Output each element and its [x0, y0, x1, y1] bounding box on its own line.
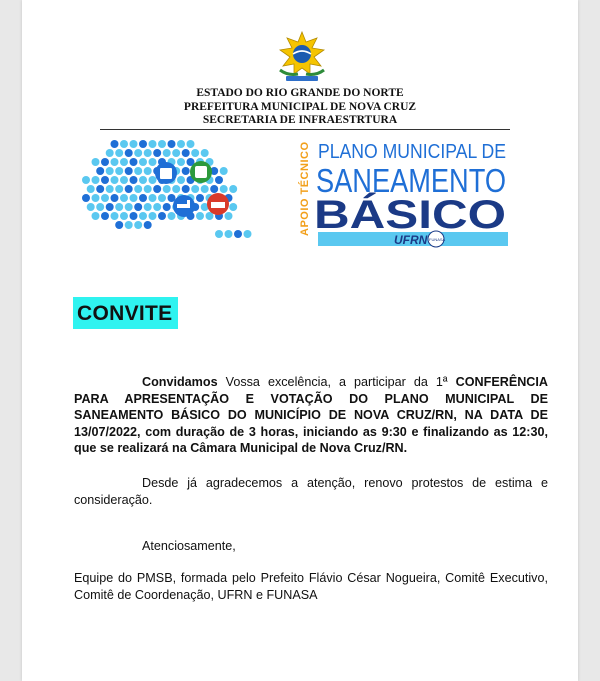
- map-dot: [210, 185, 218, 193]
- map-dot: [144, 203, 152, 211]
- letterhead-state: ESTADO DO RIO GRANDE DO NORTE: [196, 87, 404, 99]
- map-dot: [134, 221, 142, 229]
- map-dot: [130, 158, 138, 166]
- map-dot: [130, 176, 138, 184]
- map-dot: [115, 149, 123, 157]
- map-dot: [101, 212, 109, 220]
- map-dot: [96, 185, 104, 193]
- map-dot: [120, 140, 128, 148]
- map-dot: [182, 149, 190, 157]
- map-dot: [130, 140, 138, 148]
- map-dot: [229, 185, 237, 193]
- banner-title-line2: SANEAMENTO: [316, 162, 506, 199]
- map-dot: [177, 140, 185, 148]
- closing-salutation: Atenciosamente,: [142, 539, 236, 553]
- thanks-paragraph: Desde já agradecemos a atenção, renovo protestos de estima e consideração.: [74, 476, 548, 507]
- coat-of-arms-icon: [274, 30, 330, 84]
- map-dot: [163, 185, 171, 193]
- banner-title-line1: PLANO MUNICIPAL DE: [318, 141, 506, 163]
- map-dot: [87, 185, 95, 193]
- convite-heading: CONVITE: [73, 297, 178, 329]
- map-dot: [196, 212, 204, 220]
- map-dot: [111, 194, 119, 202]
- map-dot: [120, 212, 128, 220]
- map-dot: [139, 158, 147, 166]
- map-dot: [111, 140, 119, 148]
- invite-event-details: CONFERÊNCIA PARA APRESENTAÇÃO E VOTAÇÃO DO PLANO MUNICIPAL DE SANEAMENTO BÁSICO DO MUNICÍPIO DE NOVA CRUZ/RN, NA DATA DE 13/07/2022, com duração de 3 horas, iniciando as 9:30 e finalizando as 12:30, que se realizará na Câmara Municipal de Nova Cruz/RN.: [74, 375, 548, 455]
- map-dot: [130, 212, 138, 220]
- map-dot: [111, 212, 119, 220]
- map-dot: [125, 167, 133, 175]
- map-dot: [139, 140, 147, 148]
- map-dot: [201, 149, 209, 157]
- map-dot: [149, 176, 157, 184]
- hexagon-map-graphic: [82, 140, 252, 238]
- map-dot: [120, 158, 128, 166]
- map-dot: [115, 221, 123, 229]
- letterhead-divider: [100, 129, 510, 130]
- map-dot: [172, 185, 180, 193]
- map-dot: [177, 158, 185, 166]
- map-dot: [120, 176, 128, 184]
- map-dot: [144, 185, 152, 193]
- map-dot: [234, 230, 242, 238]
- map-dot: [120, 194, 128, 202]
- funasa-logo: FUNASA: [429, 237, 446, 242]
- map-dot: [220, 185, 228, 193]
- map-dot: [144, 221, 152, 229]
- map-dot: [149, 194, 157, 202]
- map-dot: [106, 167, 114, 175]
- map-dot: [87, 203, 95, 211]
- invite-text: Vossa excelência, a participar da 1ª: [217, 375, 456, 389]
- map-dot: [82, 194, 90, 202]
- sewage-icon: [207, 193, 229, 215]
- map-dot: [182, 167, 190, 175]
- recycle-bin-icon: [155, 162, 177, 184]
- map-dot: [92, 158, 100, 166]
- map-dot: [125, 203, 133, 211]
- trash-can-icon: [190, 161, 212, 183]
- water-faucet-icon: [173, 195, 195, 217]
- map-dot: [106, 203, 114, 211]
- map-dot: [163, 203, 171, 211]
- map-dot: [101, 194, 109, 202]
- map-dot: [196, 194, 204, 202]
- map-dot: [125, 149, 133, 157]
- map-dot: [168, 140, 176, 148]
- map-dot: [115, 203, 123, 211]
- banner-title-line3: BÁSICO: [314, 193, 470, 237]
- map-dot: [191, 149, 199, 157]
- map-dot: [106, 185, 114, 193]
- map-dot: [139, 176, 147, 184]
- map-dot: [101, 176, 109, 184]
- map-dot: [149, 140, 157, 148]
- map-dot: [191, 185, 199, 193]
- map-dot: [220, 167, 228, 175]
- map-dot: [134, 185, 142, 193]
- map-dot: [187, 140, 195, 148]
- map-dot: [111, 176, 119, 184]
- map-dot: [115, 167, 123, 175]
- map-dot: [130, 194, 138, 202]
- map-dot: [134, 149, 142, 157]
- map-dot: [149, 158, 157, 166]
- letterhead-secretariat: SECRETARIA DE INFRAESTRTURA: [202, 114, 398, 126]
- map-dot: [153, 203, 161, 211]
- banner-side-text: APOIO TÉCNICO: [299, 141, 311, 236]
- map-dot: [96, 167, 104, 175]
- map-dot: [215, 176, 223, 184]
- map-dot: [111, 158, 119, 166]
- map-dot: [225, 230, 233, 238]
- map-dot: [82, 176, 90, 184]
- map-dot: [168, 194, 176, 202]
- map-dot: [172, 149, 180, 157]
- map-dot: [182, 185, 190, 193]
- map-dot: [144, 149, 152, 157]
- map-dot: [201, 185, 209, 193]
- map-dot: [229, 203, 237, 211]
- map-dot: [149, 212, 157, 220]
- map-dot: [92, 176, 100, 184]
- map-dot: [158, 212, 166, 220]
- invitation-paragraph: [74, 374, 548, 457]
- map-dot: [92, 194, 100, 202]
- signature-block: Equipe do PMSB, formada pelo Prefeito Flávio César Nogueira, Comitê Executivo, Comitê de Coordenação, UFRN e FUNASA: [74, 571, 548, 602]
- letterhead: [0, 87, 600, 128]
- map-dot: [125, 185, 133, 193]
- map-dot: [163, 149, 171, 157]
- map-dot: [168, 212, 176, 220]
- map-dot: [106, 149, 114, 157]
- pmsb-banner: [76, 136, 512, 258]
- invite-verb: Convidamos: [142, 375, 218, 389]
- letterhead-city-hall: PREFEITURA MUNICIPAL DE NOVA CRUZ: [183, 100, 417, 113]
- map-dot: [144, 167, 152, 175]
- map-dot: [96, 203, 104, 211]
- map-dot: [125, 221, 133, 229]
- map-dot: [115, 185, 123, 193]
- map-dot: [153, 149, 161, 157]
- map-dot: [153, 185, 161, 193]
- map-dot: [158, 140, 166, 148]
- map-dot: [177, 176, 185, 184]
- map-dot: [225, 212, 233, 220]
- map-dot: [134, 167, 142, 175]
- ufrn-logo: UFRN: [394, 233, 428, 247]
- map-dot: [139, 212, 147, 220]
- map-dot: [92, 212, 100, 220]
- map-dot: [215, 230, 223, 238]
- map-dot: [134, 203, 142, 211]
- map-dot: [158, 194, 166, 202]
- map-dot: [244, 230, 252, 238]
- map-dot: [101, 158, 109, 166]
- map-dot: [139, 194, 147, 202]
